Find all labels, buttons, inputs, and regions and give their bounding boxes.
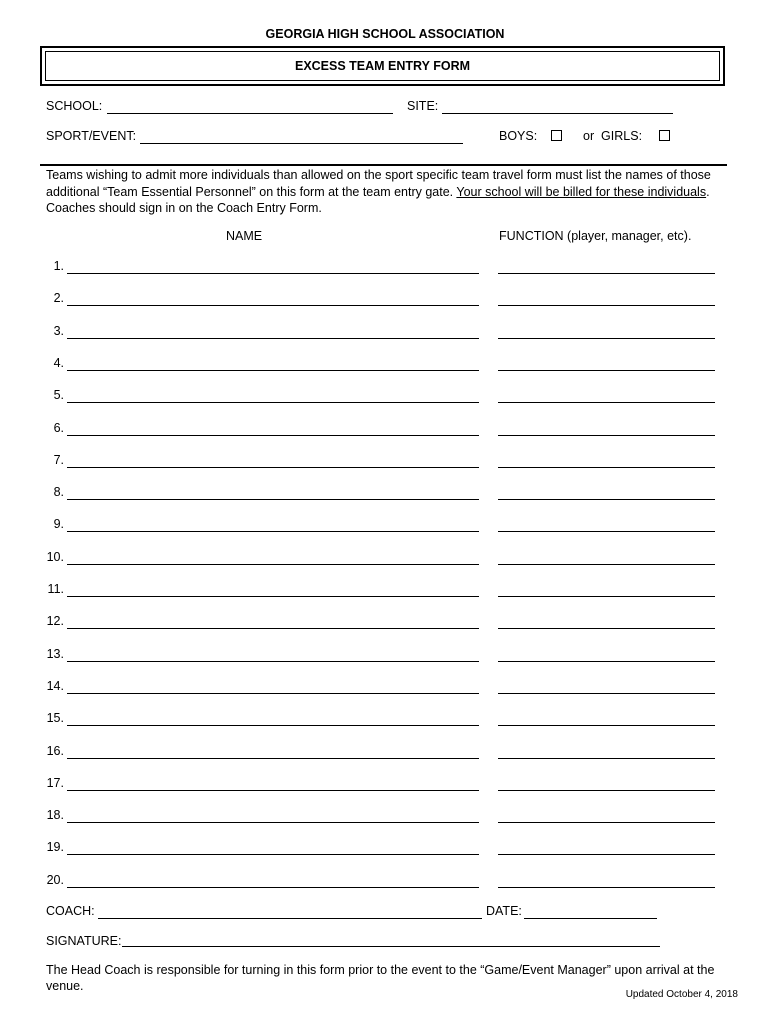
name-field[interactable]: [67, 822, 479, 823]
name-field[interactable]: [67, 273, 479, 274]
function-field[interactable]: [498, 887, 715, 888]
name-field[interactable]: [67, 725, 479, 726]
sport-event-field[interactable]: [140, 143, 463, 144]
row-number: 2.: [53, 291, 64, 306]
name-field[interactable]: [67, 661, 479, 662]
function-field[interactable]: [498, 693, 715, 694]
signature-label: SIGNATURE:: [46, 934, 122, 948]
function-field[interactable]: [498, 628, 715, 629]
row-number: 3.: [53, 323, 64, 338]
row-number: 7.: [53, 452, 64, 467]
function-field[interactable]: [498, 305, 715, 306]
function-field[interactable]: [498, 402, 715, 403]
name-field[interactable]: [67, 435, 479, 436]
boys-checkbox[interactable]: [551, 130, 562, 141]
function-field[interactable]: [498, 564, 715, 565]
row-number: 15.: [46, 711, 64, 726]
row-number: 8.: [53, 485, 64, 500]
name-field[interactable]: [67, 628, 479, 629]
row-number: 5.: [53, 388, 64, 403]
function-field[interactable]: [498, 531, 715, 532]
row-number: 16.: [46, 743, 64, 758]
girls-label: or GIRLS:: [583, 129, 643, 143]
name-field[interactable]: [67, 854, 479, 855]
form-title: EXCESS TEAM ENTRY FORM: [45, 51, 720, 81]
girls-checkbox[interactable]: [659, 130, 670, 141]
row-number: 19.: [46, 840, 64, 855]
row-number: 9.: [53, 517, 64, 532]
name-field[interactable]: [67, 758, 479, 759]
signature-field[interactable]: [122, 946, 660, 947]
date-field[interactable]: [524, 918, 657, 919]
name-field[interactable]: [67, 402, 479, 403]
row-number: 18.: [46, 808, 64, 823]
name-field[interactable]: [67, 338, 479, 339]
row-number: 13.: [46, 646, 64, 661]
form-title-box: [40, 46, 725, 86]
name-field[interactable]: [67, 305, 479, 306]
instructions-period: .: [706, 184, 710, 199]
name-field[interactable]: [67, 564, 479, 565]
function-field[interactable]: [498, 596, 715, 597]
name-field[interactable]: [67, 467, 479, 468]
name-field[interactable]: [67, 499, 479, 500]
function-field[interactable]: [498, 435, 715, 436]
row-number: 20.: [46, 872, 64, 887]
function-field[interactable]: [498, 661, 715, 662]
function-field[interactable]: [498, 499, 715, 500]
instructions-paragraph: [46, 167, 726, 217]
function-field[interactable]: [498, 467, 715, 468]
school-label: SCHOOL:: [46, 99, 103, 113]
function-field[interactable]: [498, 854, 715, 855]
name-field[interactable]: [67, 790, 479, 791]
function-field[interactable]: [498, 725, 715, 726]
billing-notice: Your school will be billed for these individuals: [456, 184, 707, 199]
row-number: 4.: [53, 355, 64, 370]
name-field[interactable]: [67, 596, 479, 597]
updated-date: Updated October 4, 2018: [625, 989, 738, 1000]
function-field[interactable]: [498, 338, 715, 339]
coach-entry-note: Coaches should sign in on the Coach Entry Form.: [46, 201, 322, 215]
row-number: 1.: [53, 259, 64, 273]
site-label: SITE:: [407, 99, 439, 113]
row-number: 11.: [47, 582, 64, 596]
row-number: 17.: [46, 775, 64, 790]
row-number: 14.: [46, 678, 64, 693]
name-field[interactable]: [67, 887, 479, 888]
name-field[interactable]: [67, 531, 479, 532]
boys-label: BOYS:: [499, 129, 538, 143]
function-field[interactable]: [498, 790, 715, 791]
function-field[interactable]: [498, 822, 715, 823]
row-number: 12.: [46, 614, 64, 629]
function-column-header: FUNCTION (player, manager, etc).: [499, 229, 692, 243]
instructions-text: Teams wishing to admit more individuals than allowed on the sport specific team travel form must list the names of those additional “Team Essential Personnel” on this form at the team entry gate.: [46, 168, 711, 199]
sport-event-label: SPORT/EVENT:: [46, 129, 137, 143]
row-number: 6.: [53, 420, 64, 435]
function-field[interactable]: [498, 370, 715, 371]
row-number: 10.: [46, 549, 64, 564]
function-field[interactable]: [498, 758, 715, 759]
association-heading: GEORGIA HIGH SCHOOL ASSOCIATION: [265, 27, 505, 41]
coach-label: COACH:: [46, 904, 95, 918]
site-field[interactable]: [442, 113, 673, 114]
name-field[interactable]: [67, 370, 479, 371]
coach-field[interactable]: [98, 918, 482, 919]
date-label: DATE:: [486, 904, 522, 918]
name-field[interactable]: [67, 693, 479, 694]
section-divider: [40, 164, 727, 166]
name-column-header: NAME: [226, 229, 263, 243]
function-field[interactable]: [498, 273, 715, 274]
head-coach-note: The Head Coach is responsible for turning in this form prior to the event to the “Game/Event Manager” upon arrival at the venue.: [46, 963, 715, 993]
school-field[interactable]: [107, 113, 393, 114]
